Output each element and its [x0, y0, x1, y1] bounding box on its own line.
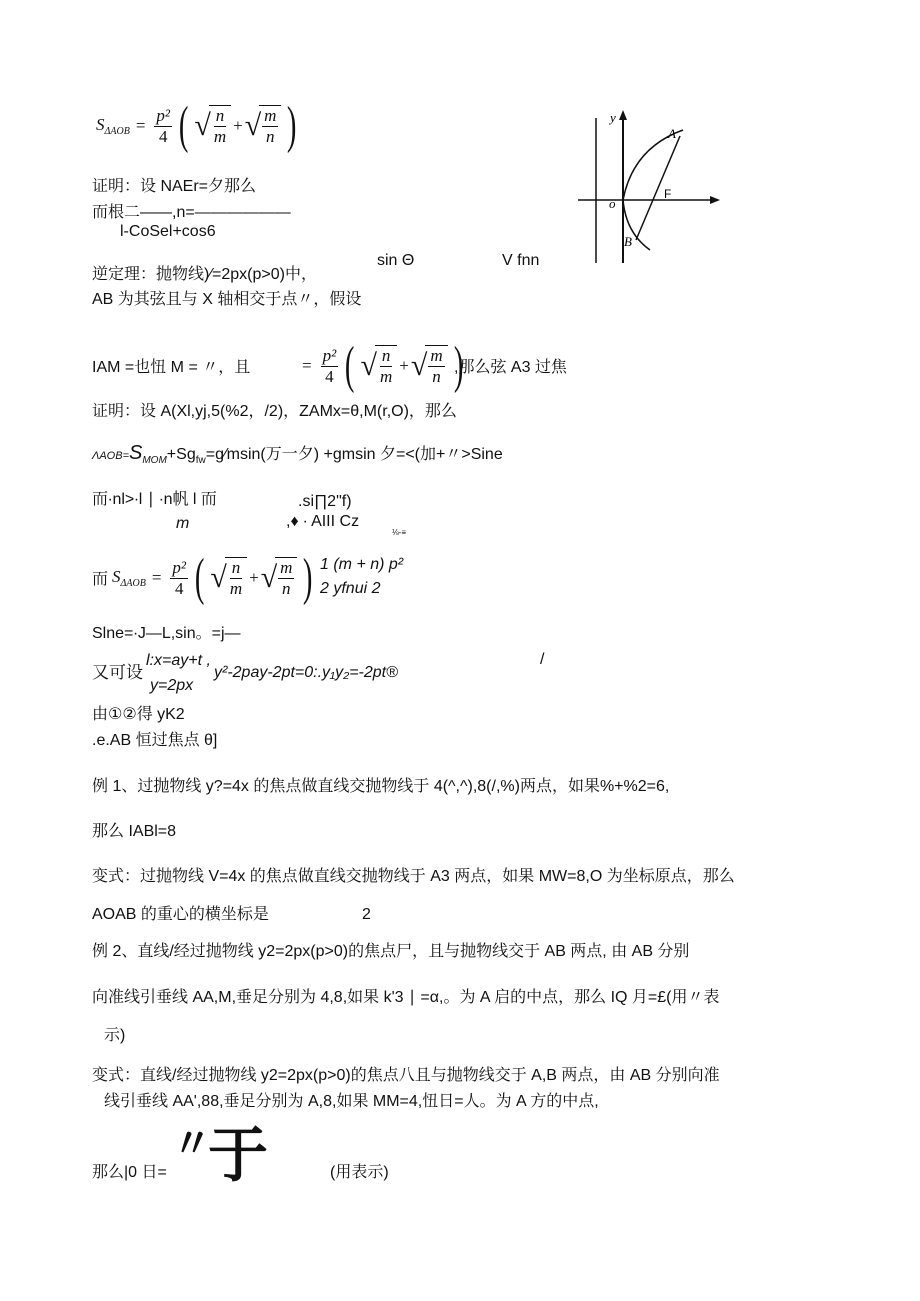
b-label: B [624, 234, 632, 249]
scan-line-e: ⅛-≡ [392, 528, 407, 537]
y-label: y [610, 110, 616, 125]
example-2-line-3: 示) [104, 1027, 126, 1044]
proof-2-line-1: 证明：设 A(Xl,yj,5(%2，/2)，ZAMx=θ,M(r,O)，那么 [92, 403, 457, 420]
sine-line: Slne=∙J—L,sin。=j— [92, 625, 241, 642]
parabola-curve [623, 130, 683, 250]
sqrt-m-over-n: √ $\frac{m}{n}$ [245, 105, 282, 147]
also-set-prefix: 又可设 [92, 663, 143, 682]
converse-theorem: 逆定理：抛物线)∕=2px(p>0)中， [92, 266, 317, 283]
v-fnn: V fnn [502, 252, 540, 269]
proof-line-1: 证明：设 NAEr=夕那么 [92, 178, 257, 195]
left-paren: ( [178, 97, 189, 154]
scan-line-a: 而∙nl>∙l ∣ ∙n帆 l 而 [92, 491, 217, 508]
right-paren: ) [287, 97, 297, 154]
example-2-line-1: 例 2、直线/经过抛物线 y2=2px(p>0)的焦点尸，且与抛物线交于 AB 两点, 由 AB 分别 [92, 943, 690, 960]
y-axis-arrow [619, 110, 627, 120]
example-1-line-1: 例 1、过抛物线 y?=4x 的焦点做直线交抛物线于 4(^,^),8(/,%)两点，如果%+%2=6, [92, 778, 670, 795]
scan-line-b: .si∏2"f) [298, 493, 352, 510]
focal-chord [636, 136, 680, 240]
last-line-prefix: 那么|0 日= [92, 1164, 167, 1181]
converse-line-3b: ,那么弦 A3 过焦 [454, 359, 567, 376]
scan-line-d: ,♦ ∙ AIII Cz [286, 513, 360, 530]
system-slash: / [540, 651, 545, 668]
variant-2-line-1: 变式：直线/经过抛物线 y2=2px(p>0)的焦点八且与抛物线交于 A,B 两点，由 AB 分别向准 [92, 1067, 720, 1084]
system-result: y²-2pay-2pt=0:.y₁y₂=-2pt® [214, 664, 398, 681]
system-bottom: y=2px [150, 677, 194, 694]
a-label: A [668, 126, 676, 141]
conclusion-2: .e.AB 恒过焦点 θ] [92, 732, 218, 749]
converse-line-2: AB 为其弦且与 X 轴相交于点〃，假设 [92, 291, 362, 308]
equals-sign: = [135, 116, 146, 135]
system-top: l:x=ay+t , [146, 652, 211, 669]
p2-over-4: $\frac{\text{p²}}{4}$ [156, 105, 171, 146]
x-axis-arrow [710, 196, 720, 204]
example-2-line-2: 向准线引垂线 AA,M,垂足分别为 4,8,如果 k'3 ∣ =α,。为 A 启的中点，那么 IQ 月=£(用〃表 [92, 989, 720, 1006]
formula-lhs: $S_{\Delta AOB}$ [96, 115, 130, 137]
variant-1-line-1: 变式：过抛物线 V=4x 的焦点做直线交抛物线于 A3 两点，如果 MW=8,O 为坐标原点，那么 [92, 868, 735, 885]
proof-line-2: 而根二——,n=—————— [92, 204, 291, 221]
area-right-2: 2 yfnui 2 [320, 580, 381, 597]
plus-sign: + [233, 116, 243, 135]
area-prefix: 而 [92, 571, 109, 588]
parabola-graph [578, 108, 728, 266]
o-label: o [609, 196, 616, 211]
last-line-suffix: (用表示) [330, 1164, 389, 1181]
sqrt-n-over-m: √ $\frac{n}{m}$ [194, 105, 231, 147]
formula-inline: = $\frac{\text{p²}}{4}$ ( √ $\frac{n}{m}$ + √ $\frac{m}{n}$ ) [302, 337, 464, 394]
conclusion-1: 由①②得 yK2 [92, 706, 185, 723]
formula-area-aob [96, 97, 301, 154]
example-1-line-2: 那么 IABl=8 [92, 823, 177, 840]
variant-1-answer: 2 [362, 906, 371, 923]
answer-mark-quote: 〃 [172, 1120, 212, 1167]
variant-1-line-2: AOAB 的重心的横坐标是 [92, 906, 269, 923]
converse-line-3: IAM =也忸 M = 〃，且 [92, 359, 251, 376]
variant-2-line-2: 线引垂线 AA',88,垂足分别为 A,8,如果 MM=4,忸日=人。为 A 方的中点, [104, 1093, 599, 1110]
f-label: F [664, 187, 672, 201]
scan-line-c: m [176, 515, 190, 532]
proof-line-2b: l-CoSel+cos6 [120, 223, 216, 240]
sin-theta: sin Θ [377, 252, 415, 269]
answer-mark-glyph: 于 [208, 1121, 268, 1191]
formula-area-repeat: $S_{\Delta AOB}$ = $\frac{\text{p²}}{4}$ ( √ $\frac{n}{m}$ + √ $\frac{m}{n}$ ) [112, 549, 313, 606]
area-right-1: 1 (m + n) p² [320, 556, 404, 573]
area-sum-line: $\Lambda AOB=S_{MOM}+Sg_{fw}=g∕msin$(万一夕) +gmsin 夕=<(加+〃>Sine [92, 442, 503, 466]
